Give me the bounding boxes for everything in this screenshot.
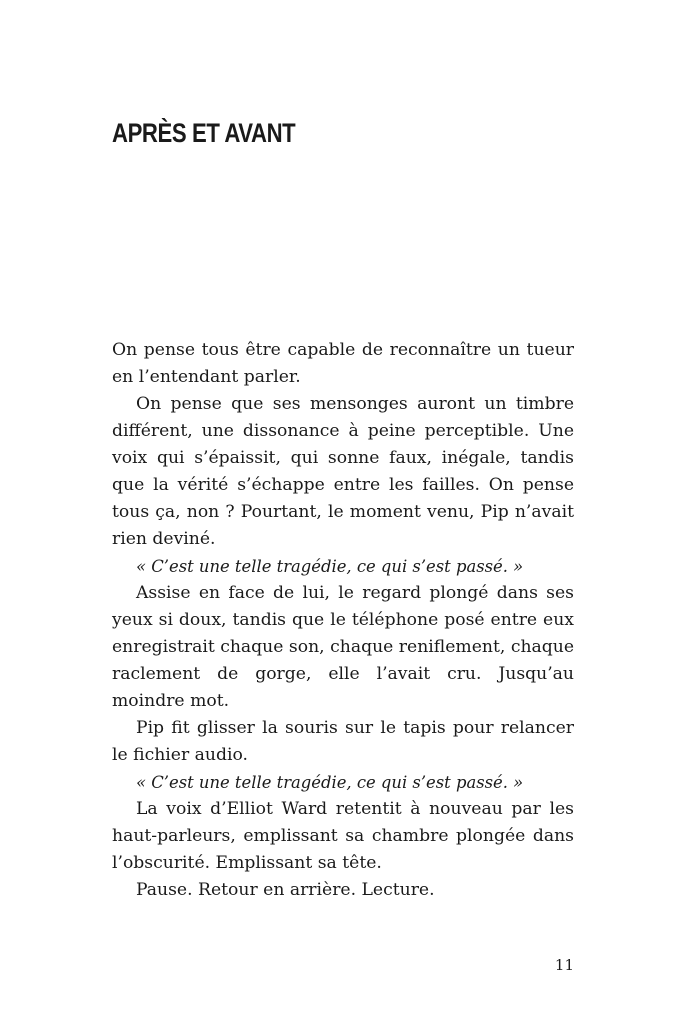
chapter-title: APRÈS ET AVANT — [112, 118, 296, 148]
paragraph: Pause. Retour en arrière. Lecture. — [136, 880, 435, 900]
paragraph: On pense que ses mensonges auront un timbre différent, une dissonance à peine perceptible. Une voix qui s’épaissit, qui sonne faux, inégale, tandis que la vérité s’échappe entre les failles. On pense tous ça, non ? Pourtant, le moment venu, Pip n’avait rien deviné. — [112, 394, 574, 549]
quote-paragraph: « C’est une telle tragédie, ce qui s’est passé. » — [136, 773, 524, 792]
quote-paragraph: « C’est une telle tragédie, ce qui s’est passé. » — [136, 557, 524, 576]
page-number: 11 — [554, 956, 574, 974]
paragraph: Assise en face de lui, le regard plongé dans ses yeux si doux, tandis que le téléphone posé entre eux enregistrait chaque son, chaque reniflement, chaque raclement de gorge, elle l’avait cru. Jusqu’au moindre mot. — [112, 583, 574, 711]
paragraph: On pense tous être capable de reconnaître un tueur en l’entendant parler. — [112, 340, 574, 387]
paragraph: Pip fit glisser la souris sur le tapis pour relancer le fichier audio. — [112, 718, 574, 765]
body-text — [112, 337, 574, 904]
paragraph: La voix d’Elliot Ward retentit à nouveau par les haut-parleurs, emplissant sa chambre plongée dans l’obscurité. Emplissant sa tête. — [112, 799, 574, 873]
